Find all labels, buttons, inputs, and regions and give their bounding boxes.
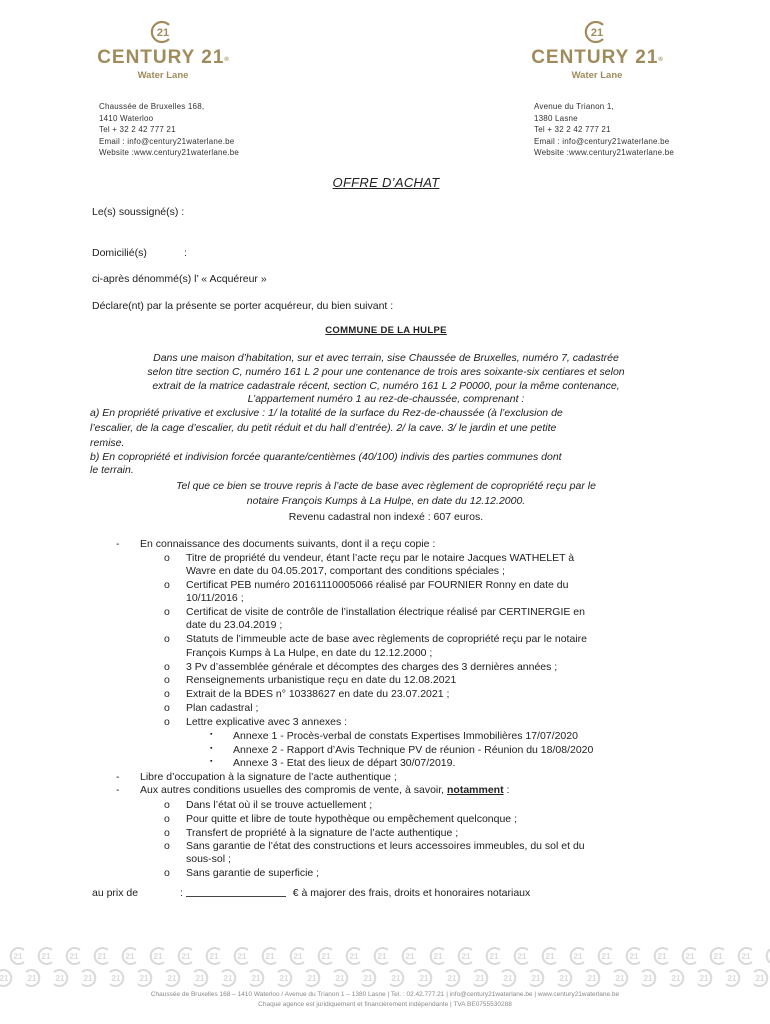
svg-text:21: 21 [503, 974, 513, 983]
pattern-seal-icon [503, 970, 543, 986]
bullet-marker: o [164, 579, 170, 591]
svg-text:21: 21 [223, 974, 233, 983]
pattern-seal-icon [391, 970, 431, 986]
svg-text:21: 21 [615, 974, 625, 983]
condition-item: Sans garantie de l’état des constructions et leurs accessoires immeubles, du sol et du [186, 840, 585, 852]
svg-text:21: 21 [181, 952, 191, 961]
pattern-seal-icon [319, 948, 332, 964]
svg-text:21: 21 [125, 952, 135, 961]
bullet-marker: o [164, 552, 170, 564]
part-a-line: remise. [90, 437, 125, 449]
svg-text:21: 21 [83, 974, 93, 983]
svg-text:21: 21 [27, 974, 37, 983]
svg-text:21: 21 [279, 974, 289, 983]
agency-address-waterloo [99, 101, 239, 159]
svg-text:21: 21 [265, 952, 275, 961]
pattern-seal-icon [447, 970, 487, 986]
pattern-seal-icon [335, 970, 375, 986]
dash-marker: - [116, 771, 120, 783]
bullet-marker: o [164, 688, 170, 700]
domicile-colon: : [184, 247, 187, 259]
svg-text:21: 21 [55, 974, 65, 983]
svg-text:21: 21 [713, 952, 723, 961]
pattern-seal-icon [559, 970, 599, 986]
century21-seal-icon [584, 18, 610, 46]
part-a-line: l’escalier, de la cage d’escalier, du petit réduit et du hall d’entrée). 2/ la cave. 3/ le jardin et une petite [90, 422, 557, 434]
logo-number: 21 [156, 27, 170, 39]
tel-que-line: Tel que ce bien se trouve repris à l’acte de base avec règlement de copropriété reçu par le [176, 480, 596, 492]
svg-text:21: 21 [727, 974, 737, 983]
svg-text:21: 21 [139, 974, 149, 983]
address-city: 1410 Waterloo [99, 113, 154, 123]
bullet-marker: o [164, 827, 170, 839]
document-item: Titre de propriété du vendeur, étant l’acte reçu par le notaire Jacques WATHELET à [186, 552, 575, 564]
bullet-marker: o [164, 633, 170, 645]
annex-item: Annexe 3 - Etat des lieux de départ 30/07/2019. [233, 757, 456, 769]
price-label: au prix de [92, 887, 139, 899]
svg-text:21: 21 [153, 952, 163, 961]
pattern-seal-icon [643, 970, 683, 986]
svg-text:21: 21 [377, 952, 387, 961]
svg-text:21: 21 [111, 974, 121, 983]
svg-text:21: 21 [573, 952, 583, 961]
pattern-seal-icon [419, 970, 459, 986]
pattern-seal-icon [207, 948, 220, 964]
address-street: Chaussée de Bruxelles 168, [99, 102, 205, 111]
svg-text:21: 21 [545, 952, 555, 961]
svg-text:21: 21 [349, 952, 359, 961]
bullet-marker: o [164, 867, 170, 879]
svg-text:21: 21 [629, 952, 639, 961]
dash-marker: - [116, 538, 120, 550]
svg-text:21: 21 [335, 974, 345, 983]
document-title: OFFRE D’ACHAT [332, 175, 440, 190]
pattern-seal-icon [11, 948, 24, 964]
undersigned-label: Le(s) soussigné(s) : [92, 206, 185, 218]
century21-seal-icon [150, 18, 176, 46]
svg-text:21: 21 [69, 952, 79, 961]
svg-text:21: 21 [643, 974, 653, 983]
pattern-seal-icon [727, 970, 767, 986]
address-website: Website :www.century21waterlane.be [99, 148, 240, 157]
declare-line: Déclare(nt) par la présente se porter acquéreur, du bien suivant : [92, 300, 394, 312]
pattern-seal-icon [363, 970, 403, 986]
bullet-marker: o [164, 840, 170, 852]
brand-subtitle: Water Lane [571, 70, 623, 81]
document-item: Lettre explicative avec 3 annexes : [186, 716, 348, 728]
pattern-seal-icon [291, 948, 304, 964]
pattern-seal-icon [279, 970, 319, 986]
document-item: Extrait de la BDES n° 10338627 en date du 23.07.2021 ; [186, 688, 450, 700]
address-email: Email : info@century21waterlane.be [99, 136, 235, 146]
brand-subtitle: Water Lane [137, 70, 189, 81]
pattern-seal-icon [543, 948, 556, 964]
part-b-line: b) En copropriété et indivision forcée quarante/centièmes (40/100) indivis des parties communes dont [90, 451, 562, 463]
pattern-seal-icon [375, 948, 388, 964]
svg-text:21: 21 [419, 974, 429, 983]
pattern-seal-icon [515, 948, 528, 964]
notamment-emphasis: notamment [447, 784, 504, 796]
pattern-seal-icon [95, 948, 108, 964]
document-item: Plan cadastral ; [186, 702, 259, 714]
document-item: 3 Pv d’assemblée générale et décomptes des charges des 3 dernières années ; [186, 661, 558, 673]
address-website: Website :www.century21waterlane.be [534, 148, 675, 157]
document-item: Wavre en date du 04.05.2017, comportant des conditions spéciales ; [186, 565, 505, 577]
document-item: Certificat de visite de contrôle de l’installation électrique réalisé par CERTINERGIE en [186, 606, 585, 618]
svg-text:21: 21 [251, 974, 261, 983]
annex-item: Annexe 2 - Rapport d’Avis Technique PV de réunion - Réunion du 18/08/2020 [233, 744, 594, 756]
svg-text:21: 21 [321, 952, 331, 961]
dash-marker: - [116, 784, 120, 796]
agency-address-lasne [534, 101, 674, 159]
knowledge-intro: En connaissance des documents suivants, dont il a reçu copie : [140, 538, 436, 550]
domicile-label: Domicilié(s) [92, 247, 147, 259]
svg-text:21: 21 [461, 952, 471, 961]
pattern-seal-icon [55, 970, 95, 986]
price-line [92, 887, 530, 899]
pattern-seal-icon [655, 948, 668, 964]
pattern-seal-icon [431, 948, 444, 964]
svg-text:21: 21 [97, 952, 107, 961]
address-street: Avenue du Trianon 1, [534, 102, 614, 111]
acquereur-line: ci-après dénommé(s) l’ « Acquéreur » [92, 273, 267, 285]
document-item: Statuts de l’immeuble acte de base avec règlements de copropriété reçu par le notaire [186, 633, 587, 645]
pattern-seal-icon [307, 970, 347, 986]
pattern-seal-icon [111, 970, 151, 986]
pattern-seal-icon [251, 970, 291, 986]
brand-logo-left [88, 18, 238, 81]
pattern-seal-icon [615, 970, 655, 986]
svg-text:21: 21 [209, 952, 219, 961]
svg-text:21: 21 [741, 952, 751, 961]
annex-item: Annexe 1 - Procès-verbal de constats Expertises Immobilières 17/07/2020 [233, 730, 578, 742]
pattern-seal-icon [139, 970, 179, 986]
svg-text:21 [0, 974, 9, 983]
bullet-marker: o [164, 661, 170, 673]
svg-text:21: 21 [657, 952, 667, 961]
svg-text:21: 21 [587, 974, 597, 983]
pattern-seal-icon [0, 970, 39, 986]
pattern-seal-icon [67, 948, 80, 964]
svg-text:21: 21 [167, 974, 177, 983]
document-item: Renseignements urbanistique reçu en date du 12.08.2021 [186, 674, 457, 686]
pattern-seal-icon [627, 948, 640, 964]
svg-text:21: 21 [363, 974, 373, 983]
bullet-marker: o [164, 674, 170, 686]
pattern-seal-icon [0, 970, 11, 986]
document-item: François Kumps à La Hulpe, en date du 12.12.2000 ; [186, 647, 433, 659]
description-line: selon titre section C, numéro 161 L 2 pour une contenance de trois ares soixante-six centiares et selon [147, 366, 625, 378]
condition-item: Dans l’état où il se trouve actuellement ; [186, 799, 373, 811]
condition-item: Pour quitte et libre de toute hypothèque ou empêchement quelconque ; [186, 813, 517, 825]
pattern-seal-icon [223, 970, 263, 986]
svg-text:21: 21 [293, 952, 303, 961]
pattern-seal-icon [487, 948, 500, 964]
condition-item: Sans garantie de superficie ; [186, 867, 320, 879]
pattern-seal-icon [195, 970, 235, 986]
svg-text:21: 21 [559, 974, 569, 983]
description-line: extrait de la matrice cadastrale récent, section C, numéro 161 L 2 P0000, pour la même contenance, [152, 380, 620, 392]
logo-number: 21 [590, 27, 604, 39]
svg-text:21: 21 [489, 952, 499, 961]
address-email: Email : info@century21waterlane.be [534, 136, 670, 146]
svg-text:21: 21 [601, 952, 611, 961]
pattern-seal-icon [599, 948, 612, 964]
svg-text:21: 21 [195, 974, 205, 983]
svg-text:21: 21 [0, 974, 9, 983]
pattern-seal-icon [587, 970, 627, 986]
square-marker: ▪ [210, 731, 213, 738]
brand-name: CENTURY 21® [97, 47, 229, 68]
description-line: Dans une maison d’habitation, sur et avec terrain, sise Chaussée de Bruxelles, numéro 7, cadastrée [153, 352, 619, 364]
svg-text:21: 21 [531, 974, 541, 983]
square-marker: ▪ [210, 758, 213, 765]
document-item: Certificat PEB numéro 20161110005066 réalisé par FOURNIER Ronny en date du [186, 579, 569, 591]
footer-logo-pattern [0, 942, 770, 990]
svg-text:21: 21 [13, 952, 23, 961]
address-phone: Tel + 32 2 42 777 21 [534, 125, 611, 134]
pattern-seal-icon [531, 970, 571, 986]
brand-logo-right [522, 18, 672, 81]
pattern-seal-icon [347, 948, 360, 964]
pattern-seal-icon [459, 948, 472, 964]
libre-line: Libre d’occupation à la signature de l’acte authentique ; [140, 771, 397, 783]
svg-text:21: 21 [699, 974, 709, 983]
bullet-marker: o [164, 716, 170, 728]
pattern-seal-icon [711, 948, 724, 964]
brand-name: CENTURY 21® [531, 47, 663, 68]
svg-text:21: 21 [475, 974, 485, 983]
bullet-marker: o [164, 813, 170, 825]
document-item: date du 23.04.2019 ; [186, 619, 283, 631]
pattern-seal-icon [739, 948, 752, 964]
address-city: 1380 Lasne [534, 113, 578, 123]
pattern-seal-icon [39, 948, 52, 964]
pattern-seal-icon [151, 948, 164, 964]
pattern-seal-icon [263, 948, 276, 964]
svg-text:21: 21 [517, 952, 527, 961]
commune-heading: COMMUNE DE LA HULPE [325, 325, 447, 336]
pattern-seal-icon [683, 948, 696, 964]
part-b-line: le terrain. [90, 464, 134, 476]
bullet-marker: o [164, 702, 170, 714]
document-item: 10/11/2016 ; [186, 592, 244, 604]
condition-item: Transfert de propriété à la signature de l’acte authentique ; [186, 827, 459, 839]
pattern-seal-icon [403, 948, 416, 964]
pattern-seal-icon [167, 970, 207, 986]
bullet-marker: o [164, 799, 170, 811]
pattern-seal-icon [27, 970, 67, 986]
svg-text:21: 21 [447, 974, 457, 983]
svg-text:21: 21 [391, 974, 401, 983]
price-suffix: € à majorer des frais, droits et honoraires notariaux [292, 887, 531, 899]
description-line: L’appartement numéro 1 au rez-de-chaussée, comprenant : [247, 393, 525, 405]
part-a-line: a) En propriété privative et exclusive : 1/ la totalité de la surface du Rez-de-chaussée (à l’exclusion de [90, 407, 563, 419]
svg-text:21: 21 [433, 952, 443, 961]
square-marker: ▪ [210, 745, 213, 752]
svg-text:21: 21 [41, 952, 51, 961]
bullet-marker: o [164, 606, 170, 618]
pattern-seal-icon [179, 948, 192, 964]
svg-text:21: 21 [405, 952, 415, 961]
pattern-seal-icon [235, 948, 248, 964]
svg-text:21: 21 [307, 974, 317, 983]
revenu-line: Revenu cadastral non indexé : 607 euros. [288, 511, 484, 523]
footer-contact-line: Chaussée de Bruxelles 168 – 1410 Waterloo / Avenue du Trianon 1 – 1380 Lasne | Tel. : 02.42.777.21 | info@century21waterlane.be | www.century21waterlane.be [150, 991, 620, 998]
pattern-seal-icon [571, 948, 584, 964]
svg-text:21: 21 [237, 952, 247, 961]
pattern-seal-icon [83, 970, 123, 986]
pattern-seal-icon [123, 948, 136, 964]
address-phone: Tel + 32 2 42 777 21 [99, 125, 176, 134]
pattern-seal-icon [671, 970, 711, 986]
footer-legal-line: Chaque agence est juridiquement et financièrement indépendante | TVA BE0755530288 [258, 1001, 512, 1008]
pattern-seal-icon [475, 970, 515, 986]
svg-text:21: 21 [671, 974, 681, 983]
price-colon: : [179, 887, 183, 899]
condition-item: sous-sol ; [186, 853, 231, 865]
page-footer [0, 990, 770, 1010]
conditions-intro: Aux autres conditions usuelles des compromis de vente, à savoir, notamment : [140, 784, 510, 796]
pattern-seal-icon [699, 970, 739, 986]
svg-text:21: 21 [685, 952, 695, 961]
price-blank-field[interactable] [186, 887, 286, 897]
tel-que-line: notaire François Kumps à La Hulpe, en date du 12.12.2000. [246, 495, 526, 507]
